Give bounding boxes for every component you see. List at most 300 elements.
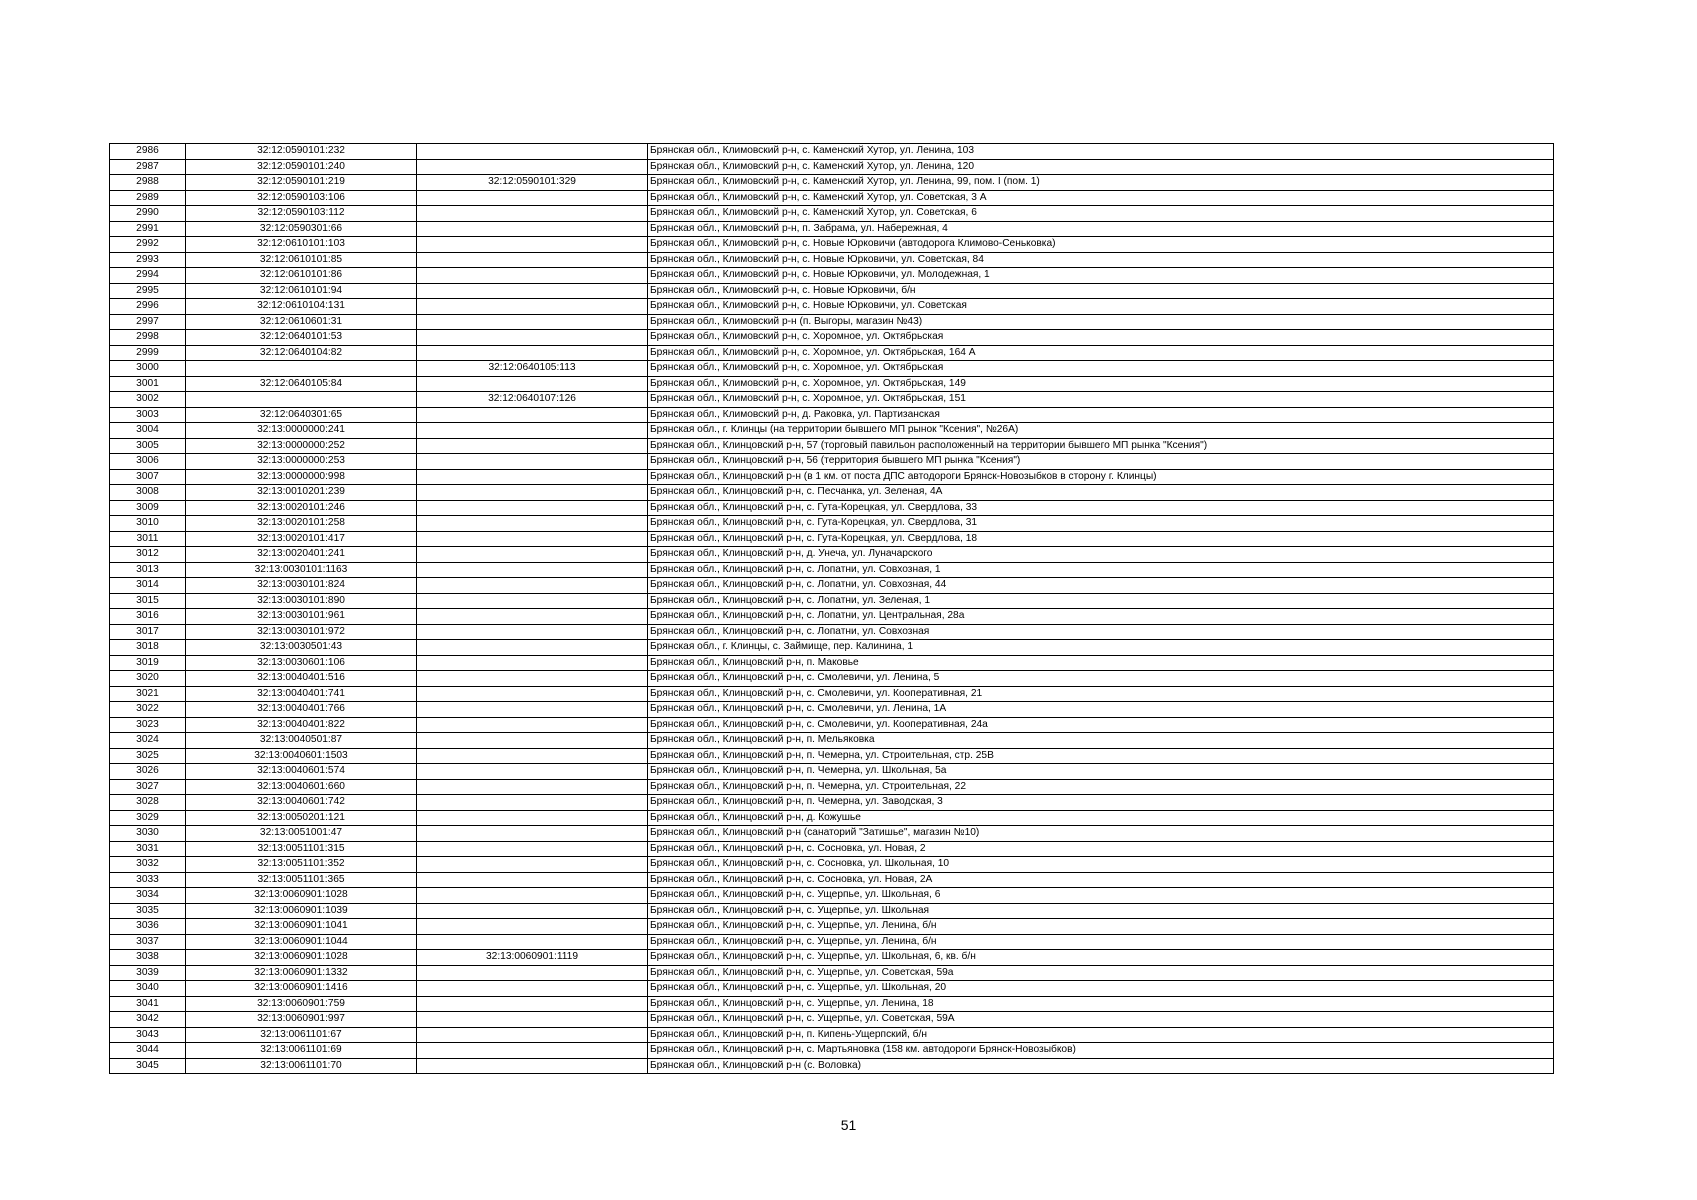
address-cell: Брянская обл., Клинцовский р-н, с. Смолевичи, ул. Кооперативная, 21 xyxy=(648,686,1554,702)
row-number-cell: 3003 xyxy=(110,407,186,423)
table-row xyxy=(110,655,1554,671)
related-cadastral-number-cell xyxy=(417,485,648,501)
related-cadastral-number-cell xyxy=(417,438,648,454)
row-number-cell: 2988 xyxy=(110,175,186,191)
related-cadastral-number-cell xyxy=(417,1058,648,1074)
row-number-cell: 3012 xyxy=(110,547,186,563)
table-row xyxy=(110,795,1554,811)
row-number-cell: 2989 xyxy=(110,190,186,206)
address-cell: Брянская обл., Клинцовский р-н, 57 (торговый павильон расположенный на территории бывшего МП рынка "Ксения") xyxy=(648,438,1554,454)
related-cadastral-number-cell xyxy=(417,252,648,268)
related-cadastral-number-cell xyxy=(417,810,648,826)
cadastral-number-cell: 32:12:0610101:103 xyxy=(186,237,417,253)
table-row xyxy=(110,469,1554,485)
cadastral-number-cell: 32:12:0640301:65 xyxy=(186,407,417,423)
table-row xyxy=(110,376,1554,392)
address-cell: Брянская обл., г. Клинцы, с. Займище, пер. Калинина, 1 xyxy=(648,640,1554,656)
row-number-cell: 3039 xyxy=(110,965,186,981)
cadastral-number-cell: 32:13:0060901:759 xyxy=(186,996,417,1012)
address-cell: Брянская обл., Клинцовский р-н, п. Чемерна, ул. Заводская, 3 xyxy=(648,795,1554,811)
related-cadastral-number-cell xyxy=(417,671,648,687)
address-cell: Брянская обл., г. Клинцы (на территории бывшего МП рынок "Ксения", №26А) xyxy=(648,423,1554,439)
address-cell: Брянская обл., Климовский р-н, с. Каменский Хутор, ул. Ленина, 103 xyxy=(648,144,1554,160)
address-cell: Брянская обл., Клинцовский р-н, с. Песчанка, ул. Зеленая, 4А xyxy=(648,485,1554,501)
address-cell: Брянская обл., Клинцовский р-н, с. Ущерпье, ул. Советская, 59а xyxy=(648,965,1554,981)
cadastral-number-cell: 32:12:0590101:219 xyxy=(186,175,417,191)
cadastral-number-cell: 32:13:0030101:972 xyxy=(186,624,417,640)
related-cadastral-number-cell xyxy=(417,1012,648,1028)
related-cadastral-number-cell xyxy=(417,996,648,1012)
cadastral-number-cell: 32:13:0000000:998 xyxy=(186,469,417,485)
cadastral-number-cell: 32:12:0610104:131 xyxy=(186,299,417,315)
row-number-cell: 3025 xyxy=(110,748,186,764)
cadastral-number-cell: 32:13:0020101:246 xyxy=(186,500,417,516)
cadastral-number-cell: 32:13:0060901:1039 xyxy=(186,903,417,919)
row-number-cell: 2995 xyxy=(110,283,186,299)
table-row xyxy=(110,159,1554,175)
related-cadastral-number-cell xyxy=(417,826,648,842)
address-cell: Брянская обл., Клинцовский р-н, с. Смолевичи, ул. Ленина, 5 xyxy=(648,671,1554,687)
address-cell: Брянская обл., Клинцовский р-н, с. Лопатни, ул. Совхозная, 1 xyxy=(648,562,1554,578)
cadastral-number-cell: 32:13:0010201:239 xyxy=(186,485,417,501)
related-cadastral-number-cell: 32:12:0640107:126 xyxy=(417,392,648,408)
row-number-cell: 2999 xyxy=(110,345,186,361)
table-row xyxy=(110,531,1554,547)
table-row xyxy=(110,330,1554,346)
row-number-cell: 3035 xyxy=(110,903,186,919)
related-cadastral-number-cell xyxy=(417,764,648,780)
address-cell: Брянская обл., Клинцовский р-н, с. Смолевичи, ул. Кооперативная, 24а xyxy=(648,717,1554,733)
address-cell: Брянская обл., Клинцовский р-н, с. Ущерпье, ул. Ленина, б/н xyxy=(648,919,1554,935)
row-number-cell: 3020 xyxy=(110,671,186,687)
address-cell: Брянская обл., Клинцовский р-н, с. Ущерпье, ул. Школьная xyxy=(648,903,1554,919)
cadastral-number-cell: 32:13:0060901:1332 xyxy=(186,965,417,981)
address-cell: Брянская обл., Климовский р-н, с. Хоромное, ул. Октябрьская, 164 А xyxy=(648,345,1554,361)
cadastral-number-cell: 32:13:0061101:70 xyxy=(186,1058,417,1074)
address-cell: Брянская обл., Климовский р-н, с. Хоромное, ул. Октябрьская, 149 xyxy=(648,376,1554,392)
related-cadastral-number-cell xyxy=(417,330,648,346)
cadastral-number-cell: 32:13:0030501:43 xyxy=(186,640,417,656)
row-number-cell: 3042 xyxy=(110,1012,186,1028)
related-cadastral-number-cell xyxy=(417,547,648,563)
cadastral-number-cell: 32:13:0030101:1163 xyxy=(186,562,417,578)
table-row xyxy=(110,779,1554,795)
table-row xyxy=(110,221,1554,237)
related-cadastral-number-cell xyxy=(417,717,648,733)
address-cell: Брянская обл., Климовский р-н, д. Раковка, ул. Партизанская xyxy=(648,407,1554,423)
row-number-cell: 3001 xyxy=(110,376,186,392)
address-cell: Брянская обл., Клинцовский р-н, с. Лопатни, ул. Совхозная, 44 xyxy=(648,578,1554,594)
table-row xyxy=(110,609,1554,625)
cadastral-number-cell: 32:13:0040401:822 xyxy=(186,717,417,733)
table-row xyxy=(110,438,1554,454)
row-number-cell: 3033 xyxy=(110,872,186,888)
row-number-cell: 3010 xyxy=(110,516,186,532)
cadastral-number-cell: 32:13:0020101:258 xyxy=(186,516,417,532)
table-row xyxy=(110,500,1554,516)
address-cell: Брянская обл., Климовский р-н, с. Каменский Хутор, ул. Ленина, 99, пом. I (пом. 1) xyxy=(648,175,1554,191)
related-cadastral-number-cell xyxy=(417,593,648,609)
address-cell: Брянская обл., Клинцовский р-н, п. Чемерна, ул. Строительная, 22 xyxy=(648,779,1554,795)
cadastral-number-cell: 32:12:0640101:53 xyxy=(186,330,417,346)
row-number-cell: 3029 xyxy=(110,810,186,826)
row-number-cell: 3038 xyxy=(110,950,186,966)
table-row xyxy=(110,144,1554,160)
related-cadastral-number-cell: 32:12:0640105:113 xyxy=(417,361,648,377)
row-number-cell: 2994 xyxy=(110,268,186,284)
related-cadastral-number-cell xyxy=(417,144,648,160)
table-row xyxy=(110,733,1554,749)
address-cell: Брянская обл., Клинцовский р-н, с. Сосновка, ул. Новая, 2 xyxy=(648,841,1554,857)
row-number-cell: 3009 xyxy=(110,500,186,516)
table-row xyxy=(110,314,1554,330)
related-cadastral-number-cell: 32:13:0060901:1119 xyxy=(417,950,648,966)
table-row xyxy=(110,826,1554,842)
cadastral-number-cell: 32:13:0000000:253 xyxy=(186,454,417,470)
row-number-cell: 3031 xyxy=(110,841,186,857)
row-number-cell: 3032 xyxy=(110,857,186,873)
address-cell: Брянская обл., Клинцовский р-н, с. Ущерпье, ул. Школьная, 6, кв. б/н xyxy=(648,950,1554,966)
table-row xyxy=(110,640,1554,656)
cadastral-number-cell: 32:12:0590301:66 xyxy=(186,221,417,237)
address-cell: Брянская обл., Клинцовский р-н, с. Ущерпье, ул. Школьная, 6 xyxy=(648,888,1554,904)
related-cadastral-number-cell xyxy=(417,345,648,361)
cadastral-number-cell: 32:13:0060901:1041 xyxy=(186,919,417,935)
row-number-cell: 3041 xyxy=(110,996,186,1012)
address-cell: Брянская обл., Климовский р-н, с. Хоромное, ул. Октябрьская xyxy=(648,330,1554,346)
related-cadastral-number-cell xyxy=(417,578,648,594)
cadastral-number-cell: 32:13:0020101:417 xyxy=(186,531,417,547)
cadastral-number-cell: 32:13:0051101:315 xyxy=(186,841,417,857)
address-cell: Брянская обл., Клинцовский р-н, с. Лопатни, ул. Зеленая, 1 xyxy=(648,593,1554,609)
related-cadastral-number-cell xyxy=(417,888,648,904)
related-cadastral-number-cell xyxy=(417,919,648,935)
table-row xyxy=(110,857,1554,873)
table-row xyxy=(110,407,1554,423)
cadastral-number-cell: 32:13:0040601:742 xyxy=(186,795,417,811)
related-cadastral-number-cell xyxy=(417,190,648,206)
table-row xyxy=(110,872,1554,888)
address-cell: Брянская обл., Клинцовский р-н, с. Ущерпье, ул. Ленина, б/н xyxy=(648,934,1554,950)
row-number-cell: 2998 xyxy=(110,330,186,346)
table-row xyxy=(110,748,1554,764)
cadastral-number-cell: 32:13:0051101:352 xyxy=(186,857,417,873)
cadastral-number-cell: 32:12:0590103:106 xyxy=(186,190,417,206)
table-row xyxy=(110,919,1554,935)
row-number-cell: 3045 xyxy=(110,1058,186,1074)
row-number-cell: 2990 xyxy=(110,206,186,222)
cadastral-number-cell: 32:13:0030101:961 xyxy=(186,609,417,625)
row-number-cell: 3027 xyxy=(110,779,186,795)
address-cell: Брянская обл., Клинцовский р-н, с. Ущерпье, ул. Школьная, 20 xyxy=(648,981,1554,997)
related-cadastral-number-cell xyxy=(417,748,648,764)
row-number-cell: 3011 xyxy=(110,531,186,547)
row-number-cell: 3030 xyxy=(110,826,186,842)
row-number-cell: 3021 xyxy=(110,686,186,702)
address-cell: Брянская обл., Клинцовский р-н, с. Смолевичи, ул. Ленина, 1А xyxy=(648,702,1554,718)
table-row xyxy=(110,252,1554,268)
related-cadastral-number-cell xyxy=(417,702,648,718)
row-number-cell: 3007 xyxy=(110,469,186,485)
cadastral-number-cell: 32:13:0030601:106 xyxy=(186,655,417,671)
address-cell: Брянская обл., Климовский р-н, с. Новые Юрковичи, б/н xyxy=(648,283,1554,299)
table-row xyxy=(110,981,1554,997)
table-row xyxy=(110,903,1554,919)
address-cell: Брянская обл., Климовский р-н, с. Каменский Хутор, ул. Советская, 6 xyxy=(648,206,1554,222)
related-cadastral-number-cell xyxy=(417,655,648,671)
cadastral-number-cell: 32:13:0030101:824 xyxy=(186,578,417,594)
related-cadastral-number-cell xyxy=(417,872,648,888)
related-cadastral-number-cell xyxy=(417,283,648,299)
row-number-cell: 3002 xyxy=(110,392,186,408)
cadastral-number-cell xyxy=(186,361,417,377)
table-row xyxy=(110,996,1554,1012)
related-cadastral-number-cell xyxy=(417,903,648,919)
row-number-cell: 3006 xyxy=(110,454,186,470)
cadastral-number-cell: 32:13:0060901:1028 xyxy=(186,888,417,904)
row-number-cell: 3014 xyxy=(110,578,186,594)
address-cell: Брянская обл., Клинцовский р-н, с. Лопатни, ул. Совхозная xyxy=(648,624,1554,640)
row-number-cell: 3013 xyxy=(110,562,186,578)
cadastral-number-cell: 32:13:0000000:252 xyxy=(186,438,417,454)
address-cell: Брянская обл., Клинцовский р-н, с. Сосновка, ул. Школьная, 10 xyxy=(648,857,1554,873)
cadastral-number-cell: 32:13:0040401:516 xyxy=(186,671,417,687)
table-row xyxy=(110,965,1554,981)
cadastral-number-cell: 32:13:0050201:121 xyxy=(186,810,417,826)
cadastral-number-cell: 32:13:0060901:1416 xyxy=(186,981,417,997)
cadastral-number-cell: 32:13:0060901:1028 xyxy=(186,950,417,966)
related-cadastral-number-cell xyxy=(417,500,648,516)
row-number-cell: 2993 xyxy=(110,252,186,268)
related-cadastral-number-cell xyxy=(417,206,648,222)
cadastral-number-cell: 32:12:0610101:85 xyxy=(186,252,417,268)
row-number-cell: 3000 xyxy=(110,361,186,377)
related-cadastral-number-cell xyxy=(417,609,648,625)
cadastral-number-cell: 32:12:0640104:82 xyxy=(186,345,417,361)
related-cadastral-number-cell xyxy=(417,779,648,795)
cadastral-number-cell: 32:13:0000000:241 xyxy=(186,423,417,439)
address-cell: Брянская обл., Клинцовский р-н (в 1 км. от поста ДПС автодороги Брянск-Новозыбков в сторону г. Клинцы) xyxy=(648,469,1554,485)
row-number-cell: 3034 xyxy=(110,888,186,904)
table-row xyxy=(110,392,1554,408)
address-cell: Брянская обл., Клинцовский р-н, д. Унеча, ул. Луначарского xyxy=(648,547,1554,563)
row-number-cell: 3043 xyxy=(110,1027,186,1043)
related-cadastral-number-cell xyxy=(417,1027,648,1043)
row-number-cell: 3024 xyxy=(110,733,186,749)
related-cadastral-number-cell xyxy=(417,624,648,640)
related-cadastral-number-cell xyxy=(417,841,648,857)
row-number-cell: 2987 xyxy=(110,159,186,175)
cadastral-number-cell: 32:13:0030101:890 xyxy=(186,593,417,609)
table-row xyxy=(110,547,1554,563)
related-cadastral-number-cell xyxy=(417,733,648,749)
address-cell: Брянская обл., Клинцовский р-н, п. Чемерна, ул. Строительная, стр. 25В xyxy=(648,748,1554,764)
registry-table-body xyxy=(110,144,1554,1074)
page-number: 51 xyxy=(840,1117,857,1133)
table-row xyxy=(110,841,1554,857)
registry-table xyxy=(109,143,1554,1074)
related-cadastral-number-cell xyxy=(417,965,648,981)
cadastral-number-cell: 32:13:0040601:574 xyxy=(186,764,417,780)
related-cadastral-number-cell xyxy=(417,934,648,950)
table-row xyxy=(110,810,1554,826)
address-cell: Брянская обл., Клинцовский р-н, с. Ущерпье, ул. Советская, 59А xyxy=(648,1012,1554,1028)
row-number-cell: 2986 xyxy=(110,144,186,160)
row-number-cell: 3037 xyxy=(110,934,186,950)
cadastral-number-cell: 32:13:0020401:241 xyxy=(186,547,417,563)
table-row xyxy=(110,1012,1554,1028)
cadastral-number-cell: 32:12:0590103:112 xyxy=(186,206,417,222)
cadastral-number-cell: 32:12:0590101:240 xyxy=(186,159,417,175)
related-cadastral-number-cell: 32:12:0590101:329 xyxy=(417,175,648,191)
related-cadastral-number-cell xyxy=(417,454,648,470)
address-cell: Брянская обл., Клинцовский р-н, с. Сосновка, ул. Новая, 2А xyxy=(648,872,1554,888)
row-number-cell: 3044 xyxy=(110,1043,186,1059)
table-row xyxy=(110,485,1554,501)
related-cadastral-number-cell xyxy=(417,221,648,237)
table-row xyxy=(110,1058,1554,1074)
row-number-cell: 3028 xyxy=(110,795,186,811)
cadastral-number-cell: 32:13:0060901:997 xyxy=(186,1012,417,1028)
table-row xyxy=(110,1043,1554,1059)
table-row xyxy=(110,206,1554,222)
address-cell: Брянская обл., Климовский р-н, с. Каменский Хутор, ул. Ленина, 120 xyxy=(648,159,1554,175)
related-cadastral-number-cell xyxy=(417,640,648,656)
related-cadastral-number-cell xyxy=(417,237,648,253)
table-row xyxy=(110,593,1554,609)
cadastral-number-cell: 32:13:0051101:365 xyxy=(186,872,417,888)
table-row xyxy=(110,578,1554,594)
row-number-cell: 3004 xyxy=(110,423,186,439)
row-number-cell: 3017 xyxy=(110,624,186,640)
row-number-cell: 3005 xyxy=(110,438,186,454)
row-number-cell: 2997 xyxy=(110,314,186,330)
row-number-cell: 3016 xyxy=(110,609,186,625)
related-cadastral-number-cell xyxy=(417,159,648,175)
table-row xyxy=(110,283,1554,299)
table-row xyxy=(110,423,1554,439)
address-cell: Брянская обл., Клинцовский р-н, п. Чемерна, ул. Школьная, 5а xyxy=(648,764,1554,780)
address-cell: Брянская обл., Клинцовский р-н, с. Лопатни, ул. Центральная, 28а xyxy=(648,609,1554,625)
cadastral-number-cell xyxy=(186,392,417,408)
cadastral-number-cell: 32:13:0060901:1044 xyxy=(186,934,417,950)
related-cadastral-number-cell xyxy=(417,407,648,423)
row-number-cell: 3023 xyxy=(110,717,186,733)
table-row xyxy=(110,717,1554,733)
row-number-cell: 2996 xyxy=(110,299,186,315)
address-cell: Брянская обл., Клинцовский р-н, с. Мартьяновка (158 км. автодороги Брянск-Новозыбков) xyxy=(648,1043,1554,1059)
table-row xyxy=(110,299,1554,315)
address-cell: Брянская обл., Климовский р-н, с. Новые Юрковичи, ул. Советская xyxy=(648,299,1554,315)
address-cell: Брянская обл., Климовский р-н, с. Новые Юрковичи, ул. Советская, 84 xyxy=(648,252,1554,268)
table-row xyxy=(110,888,1554,904)
row-number-cell: 3026 xyxy=(110,764,186,780)
cadastral-number-cell: 32:12:0640105:84 xyxy=(186,376,417,392)
row-number-cell: 3008 xyxy=(110,485,186,501)
address-cell: Брянская обл., Климовский р-н, с. Хоромное, ул. Октябрьская, 151 xyxy=(648,392,1554,408)
related-cadastral-number-cell xyxy=(417,857,648,873)
cadastral-number-cell: 32:12:0610101:86 xyxy=(186,268,417,284)
table-row xyxy=(110,345,1554,361)
row-number-cell: 3022 xyxy=(110,702,186,718)
cadastral-number-cell: 32:12:0610601:31 xyxy=(186,314,417,330)
address-cell: Брянская обл., Климовский р-н, п. Забрама, ул. Набережная, 4 xyxy=(648,221,1554,237)
row-number-cell: 3015 xyxy=(110,593,186,609)
table-row xyxy=(110,764,1554,780)
address-cell: Брянская обл., Клинцовский р-н, п. Маковье xyxy=(648,655,1554,671)
related-cadastral-number-cell xyxy=(417,314,648,330)
related-cadastral-number-cell xyxy=(417,686,648,702)
address-cell: Брянская обл., Климовский р-н, с. Каменский Хутор, ул. Советская, 3 А xyxy=(648,190,1554,206)
table-row xyxy=(110,562,1554,578)
table-row xyxy=(110,361,1554,377)
related-cadastral-number-cell xyxy=(417,469,648,485)
cadastral-number-cell: 32:13:0061101:69 xyxy=(186,1043,417,1059)
cadastral-number-cell: 32:13:0061101:67 xyxy=(186,1027,417,1043)
row-number-cell: 3019 xyxy=(110,655,186,671)
cadastral-number-cell: 32:13:0040501:87 xyxy=(186,733,417,749)
table-row xyxy=(110,624,1554,640)
table-row xyxy=(110,702,1554,718)
related-cadastral-number-cell xyxy=(417,1043,648,1059)
address-cell: Брянская обл., Клинцовский р-н, с. Гута-Корецкая, ул. Свердлова, 18 xyxy=(648,531,1554,547)
row-number-cell: 2992 xyxy=(110,237,186,253)
address-cell: Брянская обл., Клинцовский р-н, 56 (территория бывшего МП рынка "Ксения") xyxy=(648,454,1554,470)
table-row xyxy=(110,454,1554,470)
table-row xyxy=(110,934,1554,950)
related-cadastral-number-cell xyxy=(417,562,648,578)
related-cadastral-number-cell xyxy=(417,795,648,811)
related-cadastral-number-cell xyxy=(417,268,648,284)
table-row xyxy=(110,671,1554,687)
related-cadastral-number-cell xyxy=(417,531,648,547)
cadastral-number-cell: 32:13:0051001:47 xyxy=(186,826,417,842)
table-row xyxy=(110,190,1554,206)
cadastral-number-cell: 32:12:0590101:232 xyxy=(186,144,417,160)
cadastral-number-cell: 32:13:0040601:1503 xyxy=(186,748,417,764)
related-cadastral-number-cell xyxy=(417,423,648,439)
related-cadastral-number-cell xyxy=(417,981,648,997)
table-row xyxy=(110,950,1554,966)
table-row xyxy=(110,1027,1554,1043)
address-cell: Брянская обл., Климовский р-н, с. Новые Юрковичи, ул. Молодежная, 1 xyxy=(648,268,1554,284)
row-number-cell: 3036 xyxy=(110,919,186,935)
address-cell: Брянская обл., Климовский р-н, с. Новые Юрковичи (автодорога Климово-Сеньковка) xyxy=(648,237,1554,253)
table-row xyxy=(110,237,1554,253)
related-cadastral-number-cell xyxy=(417,516,648,532)
cadastral-number-cell: 32:12:0610101:94 xyxy=(186,283,417,299)
table-row xyxy=(110,268,1554,284)
related-cadastral-number-cell xyxy=(417,376,648,392)
address-cell: Брянская обл., Климовский р-н, с. Хоромное, ул. Октябрьская xyxy=(648,361,1554,377)
table-row xyxy=(110,686,1554,702)
address-cell: Брянская обл., Клинцовский р-н, п. Мельяковка xyxy=(648,733,1554,749)
address-cell: Брянская обл., Клинцовский р-н (санаторий "Затишье", магазин №10) xyxy=(648,826,1554,842)
address-cell: Брянская обл., Клинцовский р-н, с. Ущерпье, ул. Ленина, 18 xyxy=(648,996,1554,1012)
row-number-cell: 2991 xyxy=(110,221,186,237)
address-cell: Брянская обл., Клинцовский р-н, д. Кожушье xyxy=(648,810,1554,826)
address-cell: Брянская обл., Клинцовский р-н, с. Гута-Корецкая, ул. Свердлова, 31 xyxy=(648,516,1554,532)
address-cell: Брянская обл., Клинцовский р-н, с. Гута-Корецкая, ул. Свердлова, 33 xyxy=(648,500,1554,516)
cadastral-number-cell: 32:13:0040401:741 xyxy=(186,686,417,702)
address-cell: Брянская обл., Клинцовский р-н (с. Воловка) xyxy=(648,1058,1554,1074)
related-cadastral-number-cell xyxy=(417,299,648,315)
row-number-cell: 3018 xyxy=(110,640,186,656)
address-cell: Брянская обл., Климовский р-н (п. Выгоры, магазин №43) xyxy=(648,314,1554,330)
cadastral-number-cell: 32:13:0040401:766 xyxy=(186,702,417,718)
address-cell: Брянская обл., Клинцовский р-н, п. Кипень-Ущерпский, б/н xyxy=(648,1027,1554,1043)
table-row xyxy=(110,175,1554,191)
